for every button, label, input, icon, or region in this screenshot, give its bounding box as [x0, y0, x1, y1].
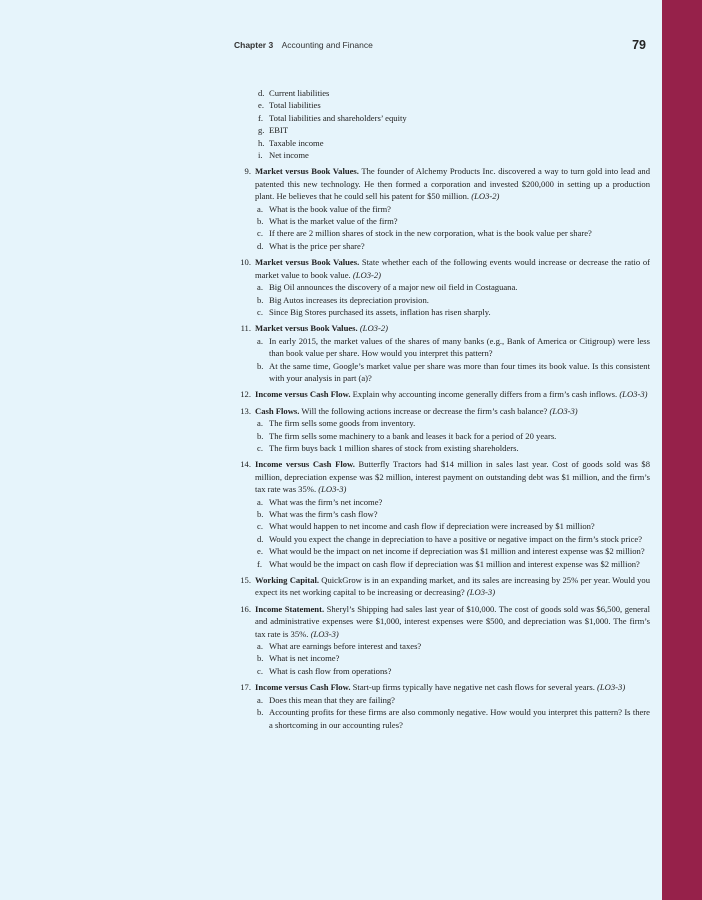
sub-question-text: Big Oil announces the discovery of a major new oil field in Costaguana.: [269, 282, 518, 293]
sub-question-text: What is the book value of the firm?: [269, 203, 391, 214]
learning-objective: (LO3-3): [619, 389, 648, 400]
question-15: [234, 574, 650, 599]
sub-question: [255, 520, 650, 532]
sub-question: [255, 665, 650, 677]
sub-question: [255, 417, 650, 429]
question-text: QuickGrow is in an expanding market, and its sales are increasing by 25% per year. Would you expect its net working capital to be increasing or decreasing?: [255, 575, 650, 598]
question-title: Market versus Book Values.: [255, 257, 360, 268]
sub-question-text: What is net income?: [269, 653, 340, 664]
question-number: 17.: [240, 682, 251, 693]
sub-question-letter: d.: [257, 240, 264, 251]
sub-question-letter: c.: [257, 442, 263, 453]
sub-question-letter: a.: [257, 694, 263, 705]
question-text: Will the following actions increase or decrease the firm’s cash balance?: [299, 405, 550, 416]
sub-question: [255, 652, 650, 664]
question-number: 9.: [244, 166, 251, 177]
sub-question: [255, 640, 650, 652]
sub-question-text: What was the firm’s cash flow?: [269, 509, 378, 519]
list-item: i. Net income: [258, 150, 309, 161]
question-9: [234, 165, 650, 252]
sub-question-letter: b.: [257, 653, 264, 664]
sub-question-text: The firm sells some goods from inventory.: [269, 418, 416, 429]
sub-question-letter: b.: [257, 509, 264, 519]
sub-question: [255, 281, 650, 293]
sub-question: [255, 533, 650, 545]
sub-question-text: What is cash flow from operations?: [269, 665, 392, 676]
question-title: Market versus Book Values.: [255, 323, 358, 334]
sub-question-letter: b.: [257, 216, 264, 227]
sub-question: [255, 545, 650, 557]
continued-items: [234, 87, 650, 161]
question-number: 15.: [240, 575, 251, 586]
list-item: h. Taxable income: [258, 137, 324, 148]
sub-question-letter: f.: [257, 558, 263, 569]
list-item: d. Current liabilities: [258, 88, 330, 98]
sub-question-text: What would be the impact on net income if depreciation was $1 million and interest expense was $2 million?: [269, 546, 645, 557]
question-number: 12.: [240, 389, 251, 400]
sub-question-text: At the same time, Google’s market value per share was more than four times its book value. Is this consistent with your analysis in part (a)?: [269, 360, 650, 383]
sub-question: [255, 442, 650, 454]
sub-question: [255, 558, 650, 570]
question-16: [234, 603, 650, 677]
problem-list: [234, 87, 650, 731]
learning-objective: (LO3-3): [549, 405, 578, 416]
sub-question-text: What was the firm’s net income?: [269, 496, 383, 507]
question-text: The founder of Alchemy Products Inc. discovered a way to turn gold into lead and patented this new technology. He then formed a corporation and invested $200,000 in setting up a production plant. He believes that he could sell his patent for $50 million.: [255, 166, 651, 202]
question-number: 16.: [240, 603, 251, 614]
list-item: g. EBIT: [258, 125, 289, 136]
sub-question: [255, 215, 650, 227]
sub-question: [255, 508, 650, 520]
sub-question-letter: a.: [257, 282, 263, 293]
list-item: f. Total liabilities and shareholders’ equity: [258, 112, 407, 123]
learning-objective: (LO3-3): [466, 587, 496, 598]
learning-objective: (LO3-3): [310, 628, 339, 639]
question-title: Market versus Book Values.: [255, 166, 359, 177]
sub-question: [255, 694, 650, 706]
sub-question-letter: c.: [257, 665, 263, 676]
sub-question-letter: a.: [257, 203, 263, 214]
question-11: [234, 322, 650, 384]
sub-question-letter: a.: [257, 496, 263, 507]
sub-question-letter: b.: [257, 294, 264, 305]
sub-question-text: In early 2015, the market values of the shares of many banks (e.g., Bank of America or Citigroup) were less than book value per share. How would you interpret this pattern?: [269, 335, 650, 359]
sub-question-letter: e.: [257, 546, 263, 557]
sub-question: [255, 706, 650, 731]
question-title: Income Statement.: [255, 603, 325, 614]
question-title: Cash Flows.: [255, 405, 300, 416]
sub-question-text: Does this mean that they are failing?: [269, 694, 395, 705]
question-text: Start-up firms typically have negative net cash flows for several years.: [350, 682, 598, 693]
sub-question-letter: b.: [257, 360, 264, 371]
learning-objective: (LO3-2): [352, 269, 382, 280]
question-text: State whether each of the following events would increase or decrease the ratio of market value to book value.: [255, 257, 650, 280]
sub-question: [255, 227, 650, 239]
sub-question: [255, 203, 650, 215]
question-text: Butterfly Tractors had $14 million in sales last year. Cost of goods sold was $8 million, depreciation expense was $2 million, interest payment on outstanding debt was $1 million, and the firm’s tax rate was 35%.: [255, 459, 650, 495]
sub-question: [255, 306, 650, 318]
sub-question-text: If there are 2 million shares of stock in the new corporation, what is the book value per share?: [269, 228, 592, 239]
question-title: Working Capital.: [255, 575, 320, 586]
running-header: [234, 40, 648, 56]
chapter-title: Accounting and Finance: [281, 40, 373, 50]
question-text: Explain why accounting income generally differs from a firm’s cash inflows.: [350, 389, 620, 400]
question-12: [234, 388, 650, 400]
sub-question: [255, 294, 650, 306]
side-color-bar: [662, 0, 702, 900]
question-number: 14.: [240, 459, 251, 470]
page-number: 79: [632, 38, 646, 52]
sub-question-letter: c.: [257, 228, 263, 239]
learning-objective: (LO3-3): [597, 682, 626, 693]
sub-question-text: Would you expect the change in depreciation to have a positive or negative impact on the firm’s stock price?: [269, 533, 643, 544]
chapter-label: Chapter 3: [234, 40, 274, 50]
sub-question-letter: c.: [257, 306, 263, 317]
question-13: [234, 405, 650, 455]
sub-question-letter: b.: [257, 707, 264, 718]
learning-objective: (LO3-3): [318, 484, 347, 495]
sub-question-letter: d.: [257, 533, 264, 544]
sub-question-text: What would be the impact on cash flow if depreciation was $1 million and interest expense was $2 million?: [269, 558, 640, 569]
sub-question-text: Since Big Stores purchased its assets, inflation has risen sharply.: [269, 306, 491, 317]
question-title: Income versus Cash Flow.: [255, 682, 351, 693]
sub-question-text: Big Autos increases its depreciation provision.: [269, 294, 429, 305]
sub-question-text: What is the market value of the firm?: [269, 216, 398, 227]
sub-question-letter: a.: [257, 418, 263, 429]
learning-objective: (LO3-2): [471, 191, 500, 202]
sub-question-text: The firm sells some machinery to a bank and leases it back for a period of 20 years.: [269, 430, 557, 441]
sub-question-letter: c.: [257, 521, 263, 532]
sub-question-letter: a.: [257, 641, 263, 652]
sub-question-text: What is the price per share?: [269, 240, 365, 251]
sub-question-text: What are earnings before interest and taxes?: [269, 641, 422, 652]
learning-objective: (LO3-2): [359, 323, 388, 334]
sub-question-text: Accounting profits for these firms are also commonly negative. How would you interpret this pattern? Is there a shortcoming in our accounting rules?: [269, 707, 650, 730]
question-number: 11.: [240, 323, 251, 334]
sub-question-text: What would happen to net income and cash flow if depreciation were increased by $1 million?: [269, 521, 595, 532]
questions: [234, 165, 650, 730]
sub-question: [255, 430, 650, 442]
sub-question: [255, 496, 650, 508]
sub-question: [255, 360, 650, 385]
sub-question-letter: b.: [257, 430, 264, 441]
question-number: 10.: [240, 257, 251, 268]
question-title: Income versus Cash Flow.: [255, 389, 351, 400]
question-title: Income versus Cash Flow.: [255, 459, 355, 470]
list-item: e. Total liabilities: [258, 100, 321, 111]
sub-question-letter: a.: [257, 335, 263, 346]
sub-question: [255, 240, 650, 252]
question-10: [234, 256, 650, 318]
question-text: Sheryl’s Shipping had sales last year of $10,000. The cost of goods sold was $6,500, general and administrative expenses were $1,000, interest expenses were $500, and depreciation was $1,000. The firm’s tax rate is 35%.: [255, 603, 650, 639]
question-number: 13.: [240, 405, 251, 416]
question-17: [234, 681, 650, 731]
sub-question-text: The firm buys back 1 million shares of stock from existing shareholders.: [269, 442, 519, 453]
question-14: [234, 458, 650, 570]
sub-question: [255, 335, 650, 360]
